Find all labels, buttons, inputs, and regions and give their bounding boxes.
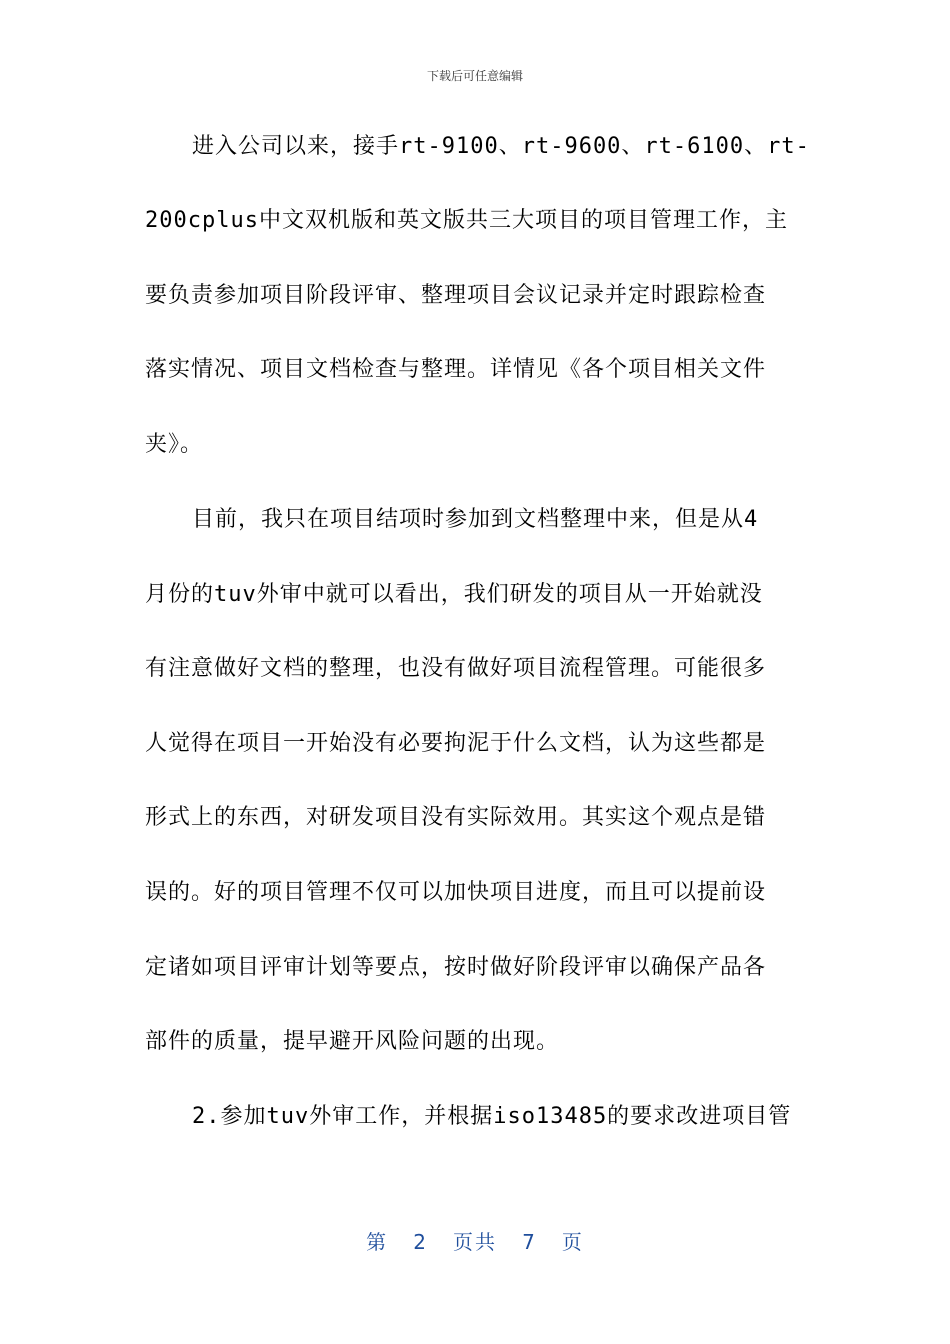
page-header: 下载后可任意编辑: [426, 69, 523, 83]
page-label-middle: 页共: [453, 1230, 497, 1254]
body-line: 有注意做好文档的整理，也没有做好项目流程管理。可能很多: [145, 656, 767, 681]
page-label-suffix: 页: [561, 1230, 584, 1254]
body-line: 进入公司以来，接手rt-9100、rt-9600、rt-6100、rt-: [192, 134, 810, 159]
body-line: 夹》。: [145, 432, 204, 457]
page-label-prefix: 第: [366, 1230, 389, 1254]
body-line: 落实情况、项目文档检查与整理。详情见《各个项目相关文件: [145, 357, 767, 382]
body-line: 月份的tuv外审中就可以看出，我们研发的项目从一开始就没: [145, 582, 763, 607]
body-line: 200cplus中文双机版和英文版共三大项目的项目管理工作，主: [145, 208, 788, 233]
body-line: 部件的质量，提早避开风险问题的出现。: [145, 1029, 560, 1054]
total-pages-number: 7: [522, 1230, 537, 1254]
body-line: 定诸如项目评审计划等要点，按时做好阶段评审以确保产品各: [145, 955, 767, 980]
body-line: 人觉得在项目一开始没有必要拘泥于什么文档，认为这些都是: [145, 731, 767, 756]
body-line: 要负责参加项目阶段评审、整理项目会议记录并定时跟踪检查: [145, 283, 767, 308]
body-line: 误的。好的项目管理不仅可以加快项目进度，而且可以提前设: [145, 880, 767, 905]
current-page-number: 2: [413, 1230, 428, 1254]
page-number-footer: [0, 1226, 950, 1255]
body-line: 形式上的东西，对研发项目没有实际效用。其实这个观点是错: [145, 805, 767, 830]
body-line: 目前，我只在项目结项时参加到文档整理中来，但是从4: [192, 507, 759, 532]
body-line: 2.参加tuv外审工作，并根据iso13485的要求改进项目管: [192, 1104, 792, 1129]
